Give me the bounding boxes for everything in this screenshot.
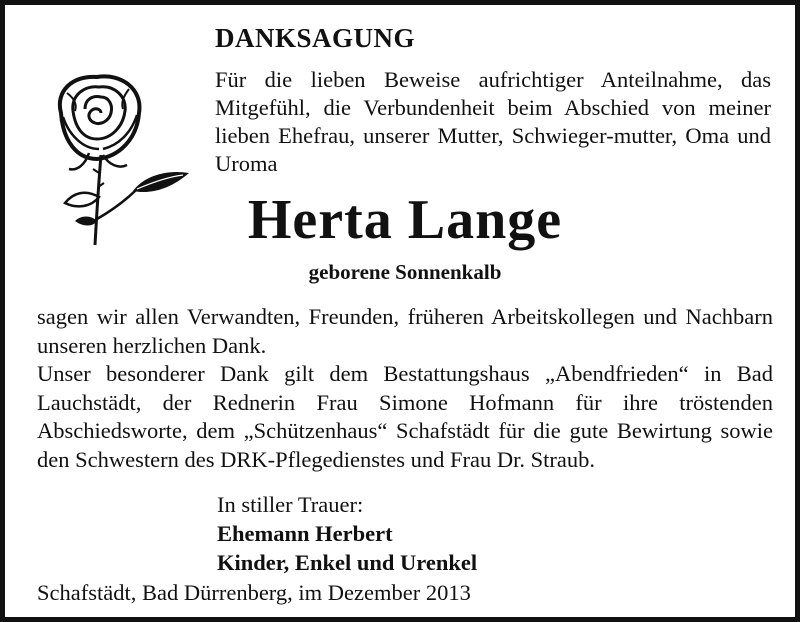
notice-heading: DANKSAGUNG bbox=[215, 23, 416, 53]
signature-line-family: Kinder, Enkel und Urenkel bbox=[217, 550, 478, 575]
birth-name: geborene Sonnenkalb bbox=[308, 260, 502, 284]
thanks-text bbox=[37, 303, 773, 475]
intro-text: Für die lieben Beweise aufrichtiger Anteilnahme, das Mitgefühl, die Verbundenheit beim Abschied von meiner lieben Ehefrau, unserer Mutter, Schwieger-mutter, Oma und Uroma bbox=[215, 67, 771, 176]
signature-intro: In stiller Trauer: bbox=[217, 492, 364, 517]
deceased-name: Herta Lange bbox=[247, 189, 563, 251]
place-and-date: Schafstädt, Bad Dürrenberg, im Dezember 2013 bbox=[37, 580, 471, 605]
signature-line-spouse: Ehemann Herbert bbox=[217, 521, 393, 546]
signature-block bbox=[217, 490, 477, 577]
thanks-paragraph: sagen wir allen Verwandten, Freunden, früheren Arbeitskollegen und Nachbarn unseren herzlichen Dank. bbox=[37, 304, 773, 358]
special-thanks-paragraph: Unser besonderer Dank gilt dem Bestattungshaus „Abendfrieden“ in Bad Lauchstädt, der Rednerin Frau Simone Hofmann für ihre tröstenden Abschiedsworte, dem „Schützenhaus“ Schafstädt für die gute Bewirtung sowie den Schwestern des DRK-Pflegedienstes und Frau Dr. Straub. bbox=[37, 361, 773, 472]
